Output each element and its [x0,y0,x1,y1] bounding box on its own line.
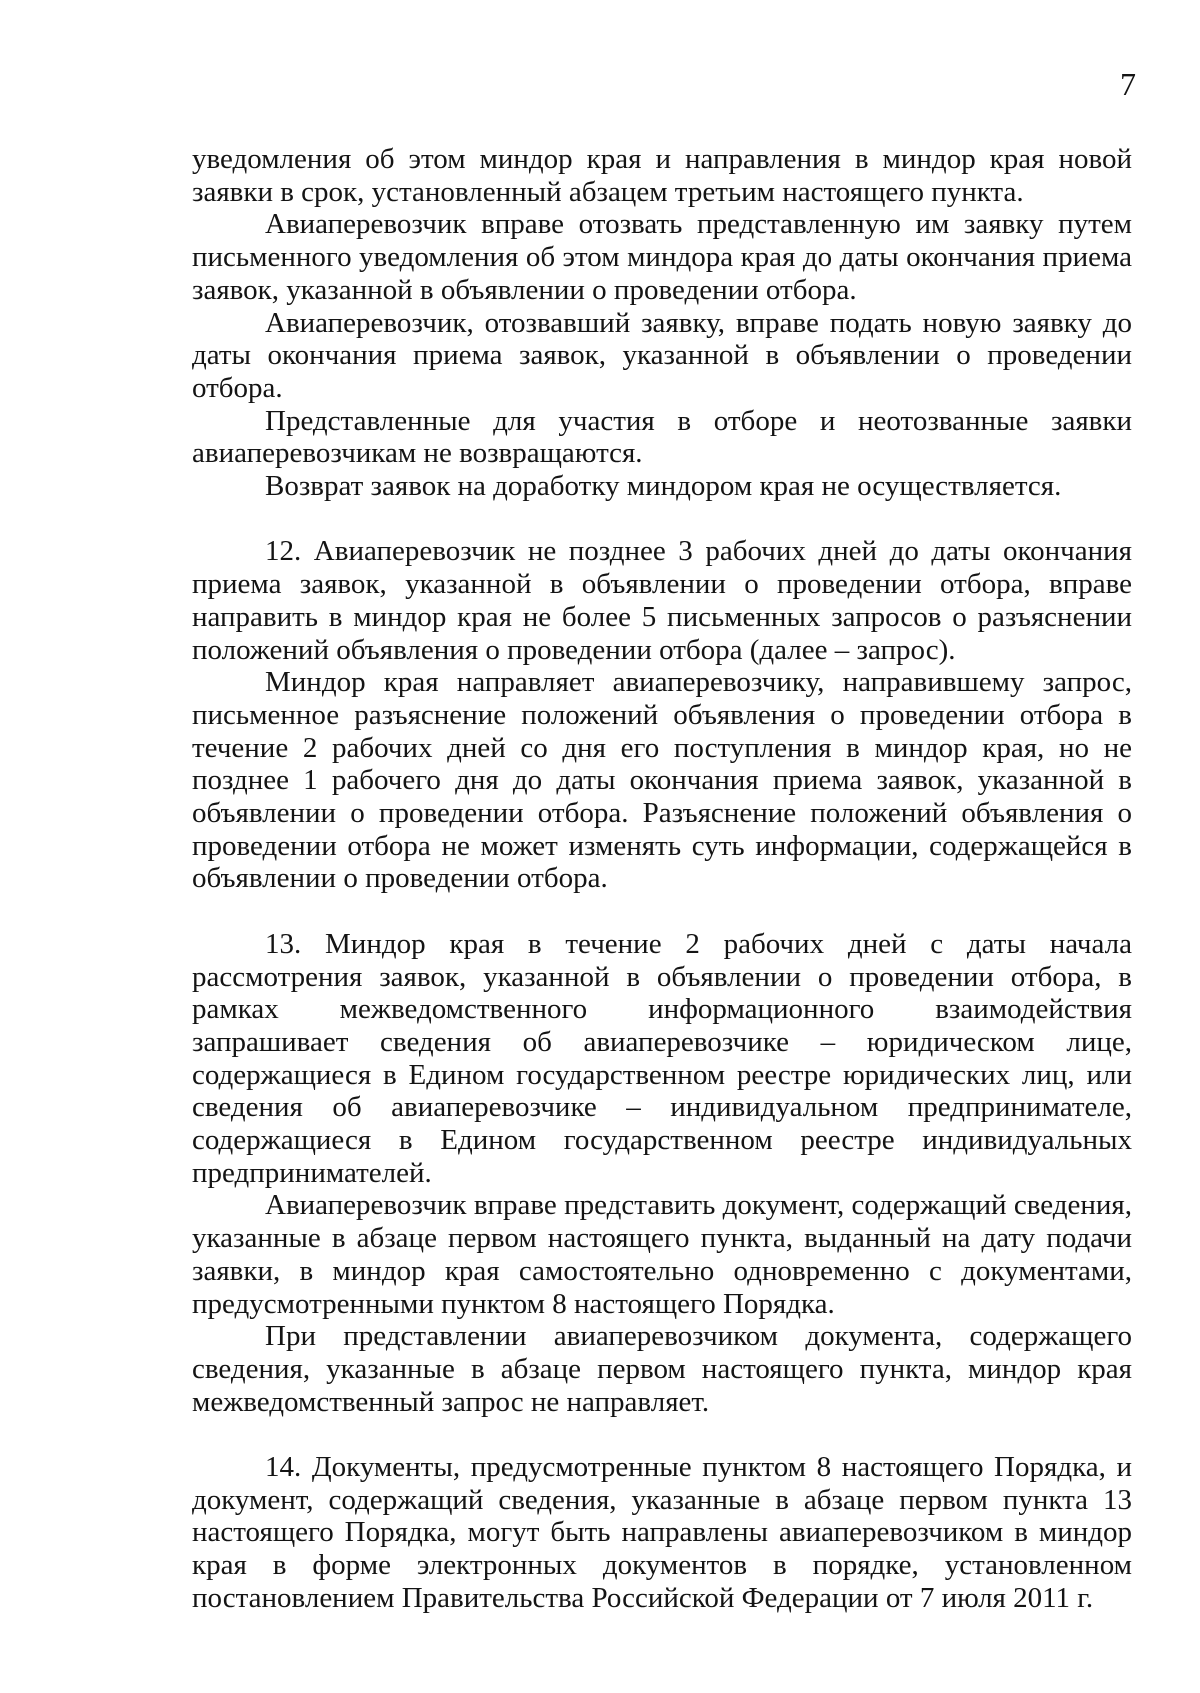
paragraph: Представленные для участия в отборе и неотозванные заявки авиаперевозчикам не возвращаются. [192,404,1132,470]
document-body [192,143,1132,1615]
clause-14: 14. Документы, предусмотренные пунктом 8 настоящего Порядка, и документ, содержащий сведения, указанные в абзаце первом пункта 13 настоящего Порядка, могут быть направлены авиаперевозчиком в миндор края в форме электронных документов в порядке, установленном постановлением Правительства Российской Федерации от 7 июля 2011 г. [192,1451,1132,1614]
paragraph: Авиаперевозчик вправе отозвать представленную им заявку путем письменного уведомления об этом миндора края до даты окончания приема заявок, указанной в объявлении о проведении отбора. [192,208,1132,306]
paragraph: Возврат заявок на доработку миндором края не осуществляется. [265,470,1062,503]
page-number: 7 [1120,66,1136,102]
paragraph: Авиаперевозчик вправе представить документ, содержащий сведения, указанные в абзаце первом настоящего пункта, выданный на дату подачи заявки, в миндор края самостоятельно одновременно с документами, предусмотренными пунктом 8 настоящего Порядка. [192,1189,1132,1320]
paragraph: Авиаперевозчик, отозвавший заявку, вправе подать новую заявку до даты окончания приема заявок, указанной в объявлении о проведении отбора. [192,306,1132,404]
clause-12: 12. Авиаперевозчик не позднее 3 рабочих дней до даты окончания приема заявок, указанной в объявлении о проведении отбора, вправе направить в миндор края не более 5 письменных запросов о разъяснении положений объявления о проведении отбора (далее – запрос). [192,535,1132,666]
clause-13: 13. Миндор края в течение 2 рабочих дней с даты начала рассмотрения заявок, указанной в объявлении о проведении отбора, в рамках межведомственного информационного взаимодействия запрашивает сведения об авиаперевозчике – юридическом лице, содержащиеся в Едином государственном реестре юридических лиц, или сведения об авиаперевозчике – индивидуальном предпринимателе, содержащиеся в Едином государственном реестре индивидуальных предпринимателей. [192,927,1132,1189]
paragraph: При представлении авиаперевозчиком документа, содержащего сведения, указанные в абзаце первом настоящего пункта, миндор края межведомственный запрос не направляет. [192,1320,1132,1418]
paragraph-continuation: уведомления об этом миндор края и направления в миндор края новой заявки в срок, установленный абзацем третьим настоящего пункта. [192,143,1132,208]
paragraph: Миндор края направляет авиаперевозчику, направившему запрос, письменное разъяснение положений объявления о проведении отбора в течение 2 рабочих дней со дня его поступления в миндор края, но не позднее 1 рабочего дня до даты окончания приема заявок, указанной в объявлении о проведении отбора. Разъяснение положений объявления о проведении отбора не может изменять суть информации, содержащейся в объявлении о проведении отбора. [192,666,1132,895]
